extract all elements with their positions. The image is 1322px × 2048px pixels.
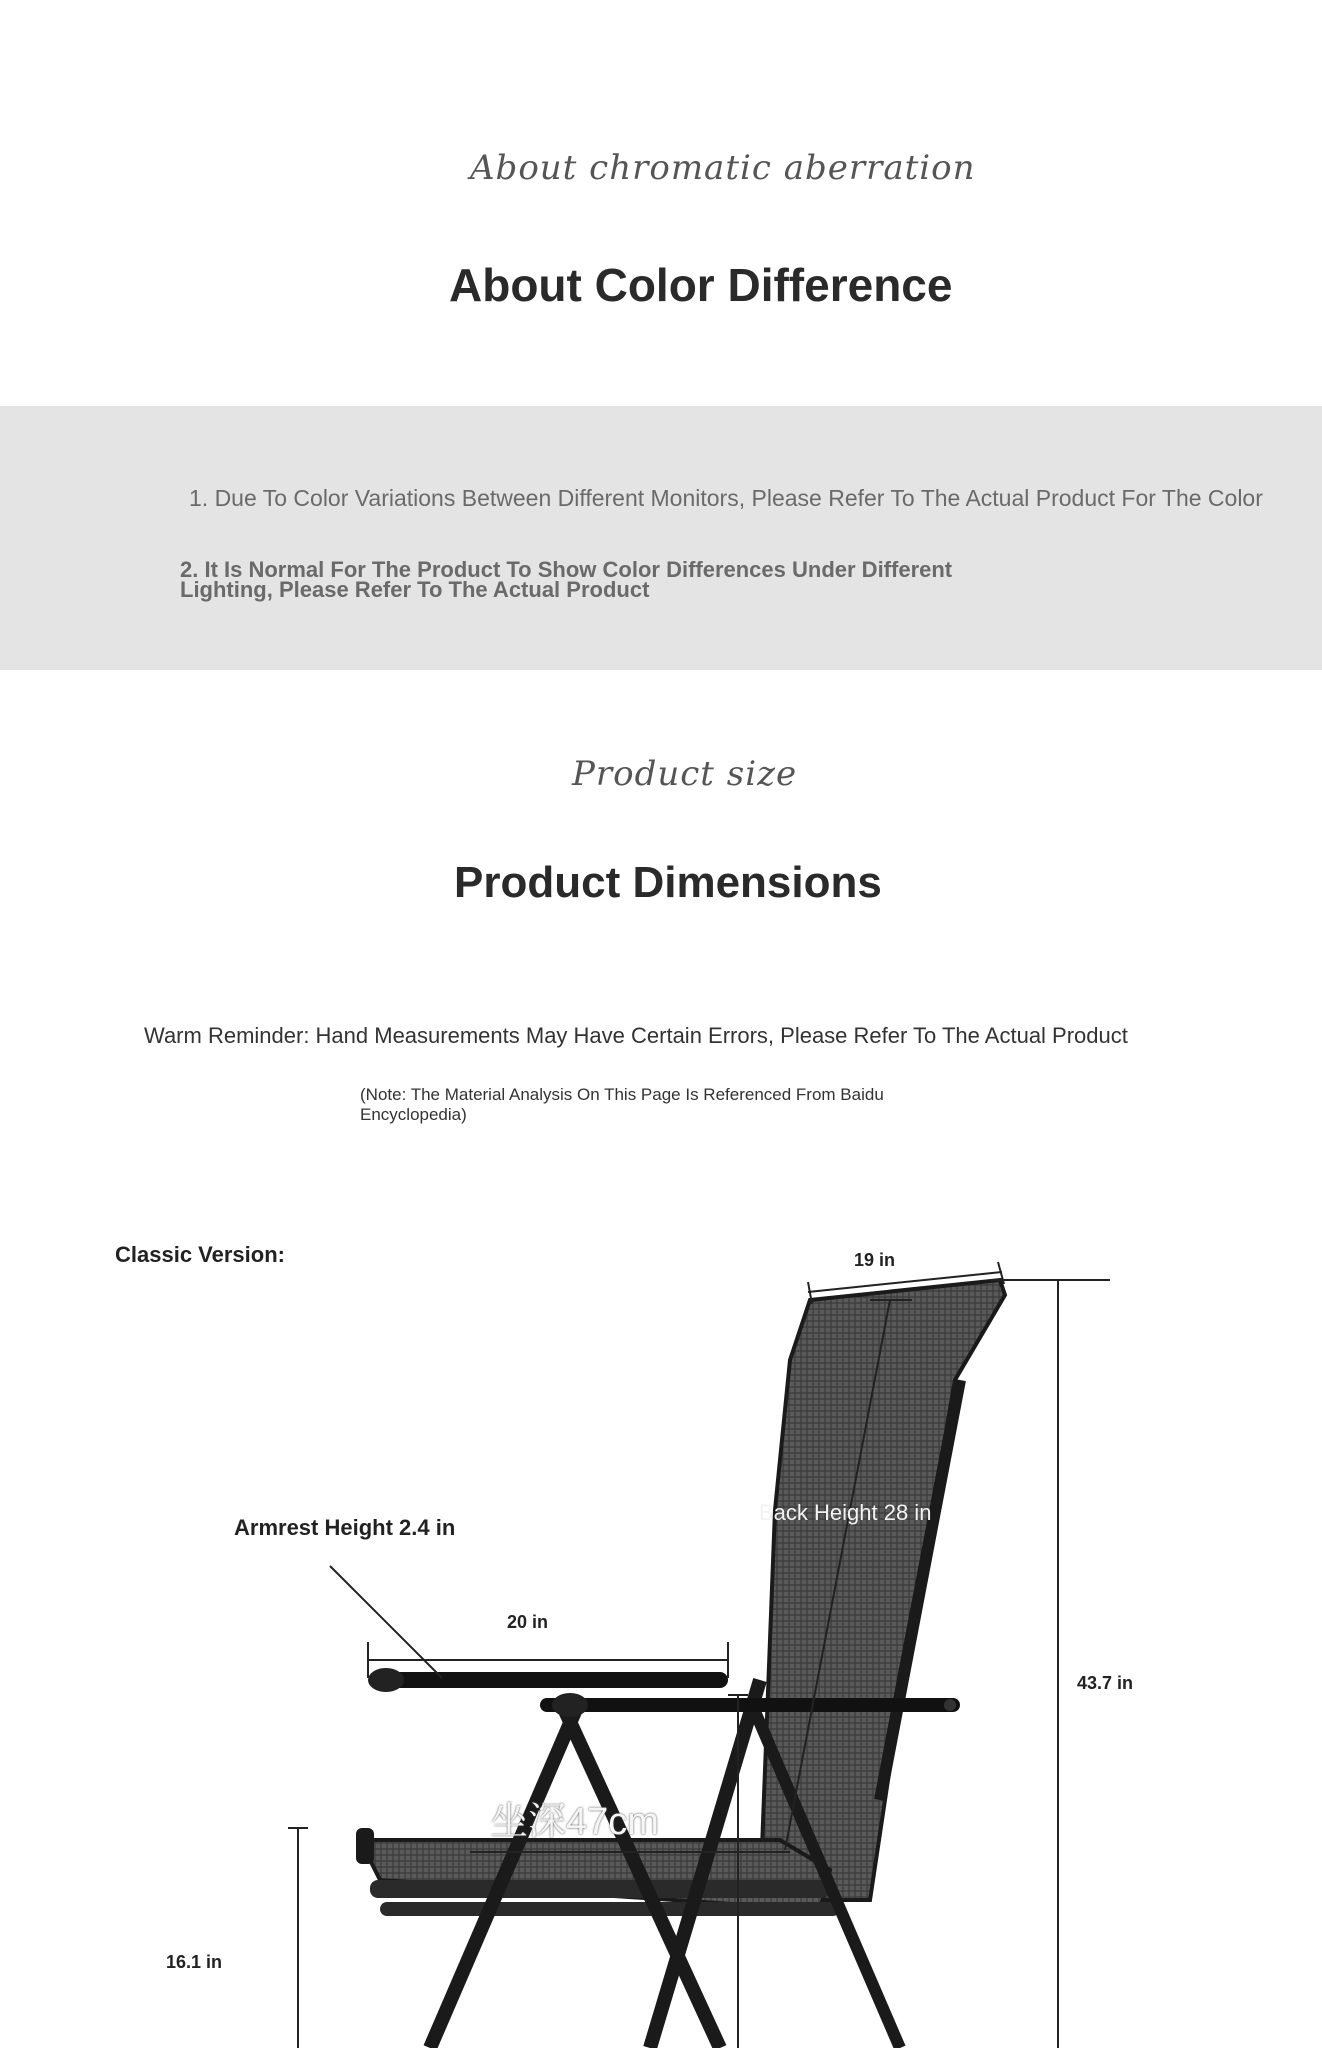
color-note-2: 2. It Is Normal For The Product To Show Color Differences Under Different Lighting, Please Refer To The Actual Product	[180, 557, 953, 602]
seat-depth-label: 坐深47cm	[490, 1801, 659, 1843]
chair-illustration	[0, 1180, 1322, 2048]
armrest-length-label: 20 in	[507, 1612, 549, 1632]
total-height-label: 43.7 in	[1077, 1673, 1134, 1693]
seat-height-label: 16.1 in	[166, 1952, 223, 1972]
armrest-height-label: Armrest Height 2.4 in	[234, 1515, 456, 1540]
color-script-title: About chromatic aberration	[470, 148, 976, 188]
warm-reminder: Warm Reminder: Hand Measurements May Have Certain Errors, Please Refer To The Actual Product	[144, 1023, 1128, 1048]
size-script-title: Product size	[572, 754, 798, 794]
color-note-1: 1. Due To Color Variations Between Different Monitors, Please Refer To The Actual Product For The Color	[189, 485, 1263, 511]
classic-version-label: Classic Version:	[115, 1242, 285, 1267]
color-section-title: About Color Difference	[449, 259, 953, 311]
back-height-label: Back Height 28 in	[759, 1500, 932, 1525]
baidu-note: (Note: The Material Analysis On This Page Is Referenced From Baidu Encyclopedia)	[360, 1085, 884, 1124]
color-notes-band	[0, 406, 1322, 670]
top-width-label: 19 in	[854, 1250, 896, 1270]
size-section-title: Product Dimensions	[454, 858, 882, 907]
